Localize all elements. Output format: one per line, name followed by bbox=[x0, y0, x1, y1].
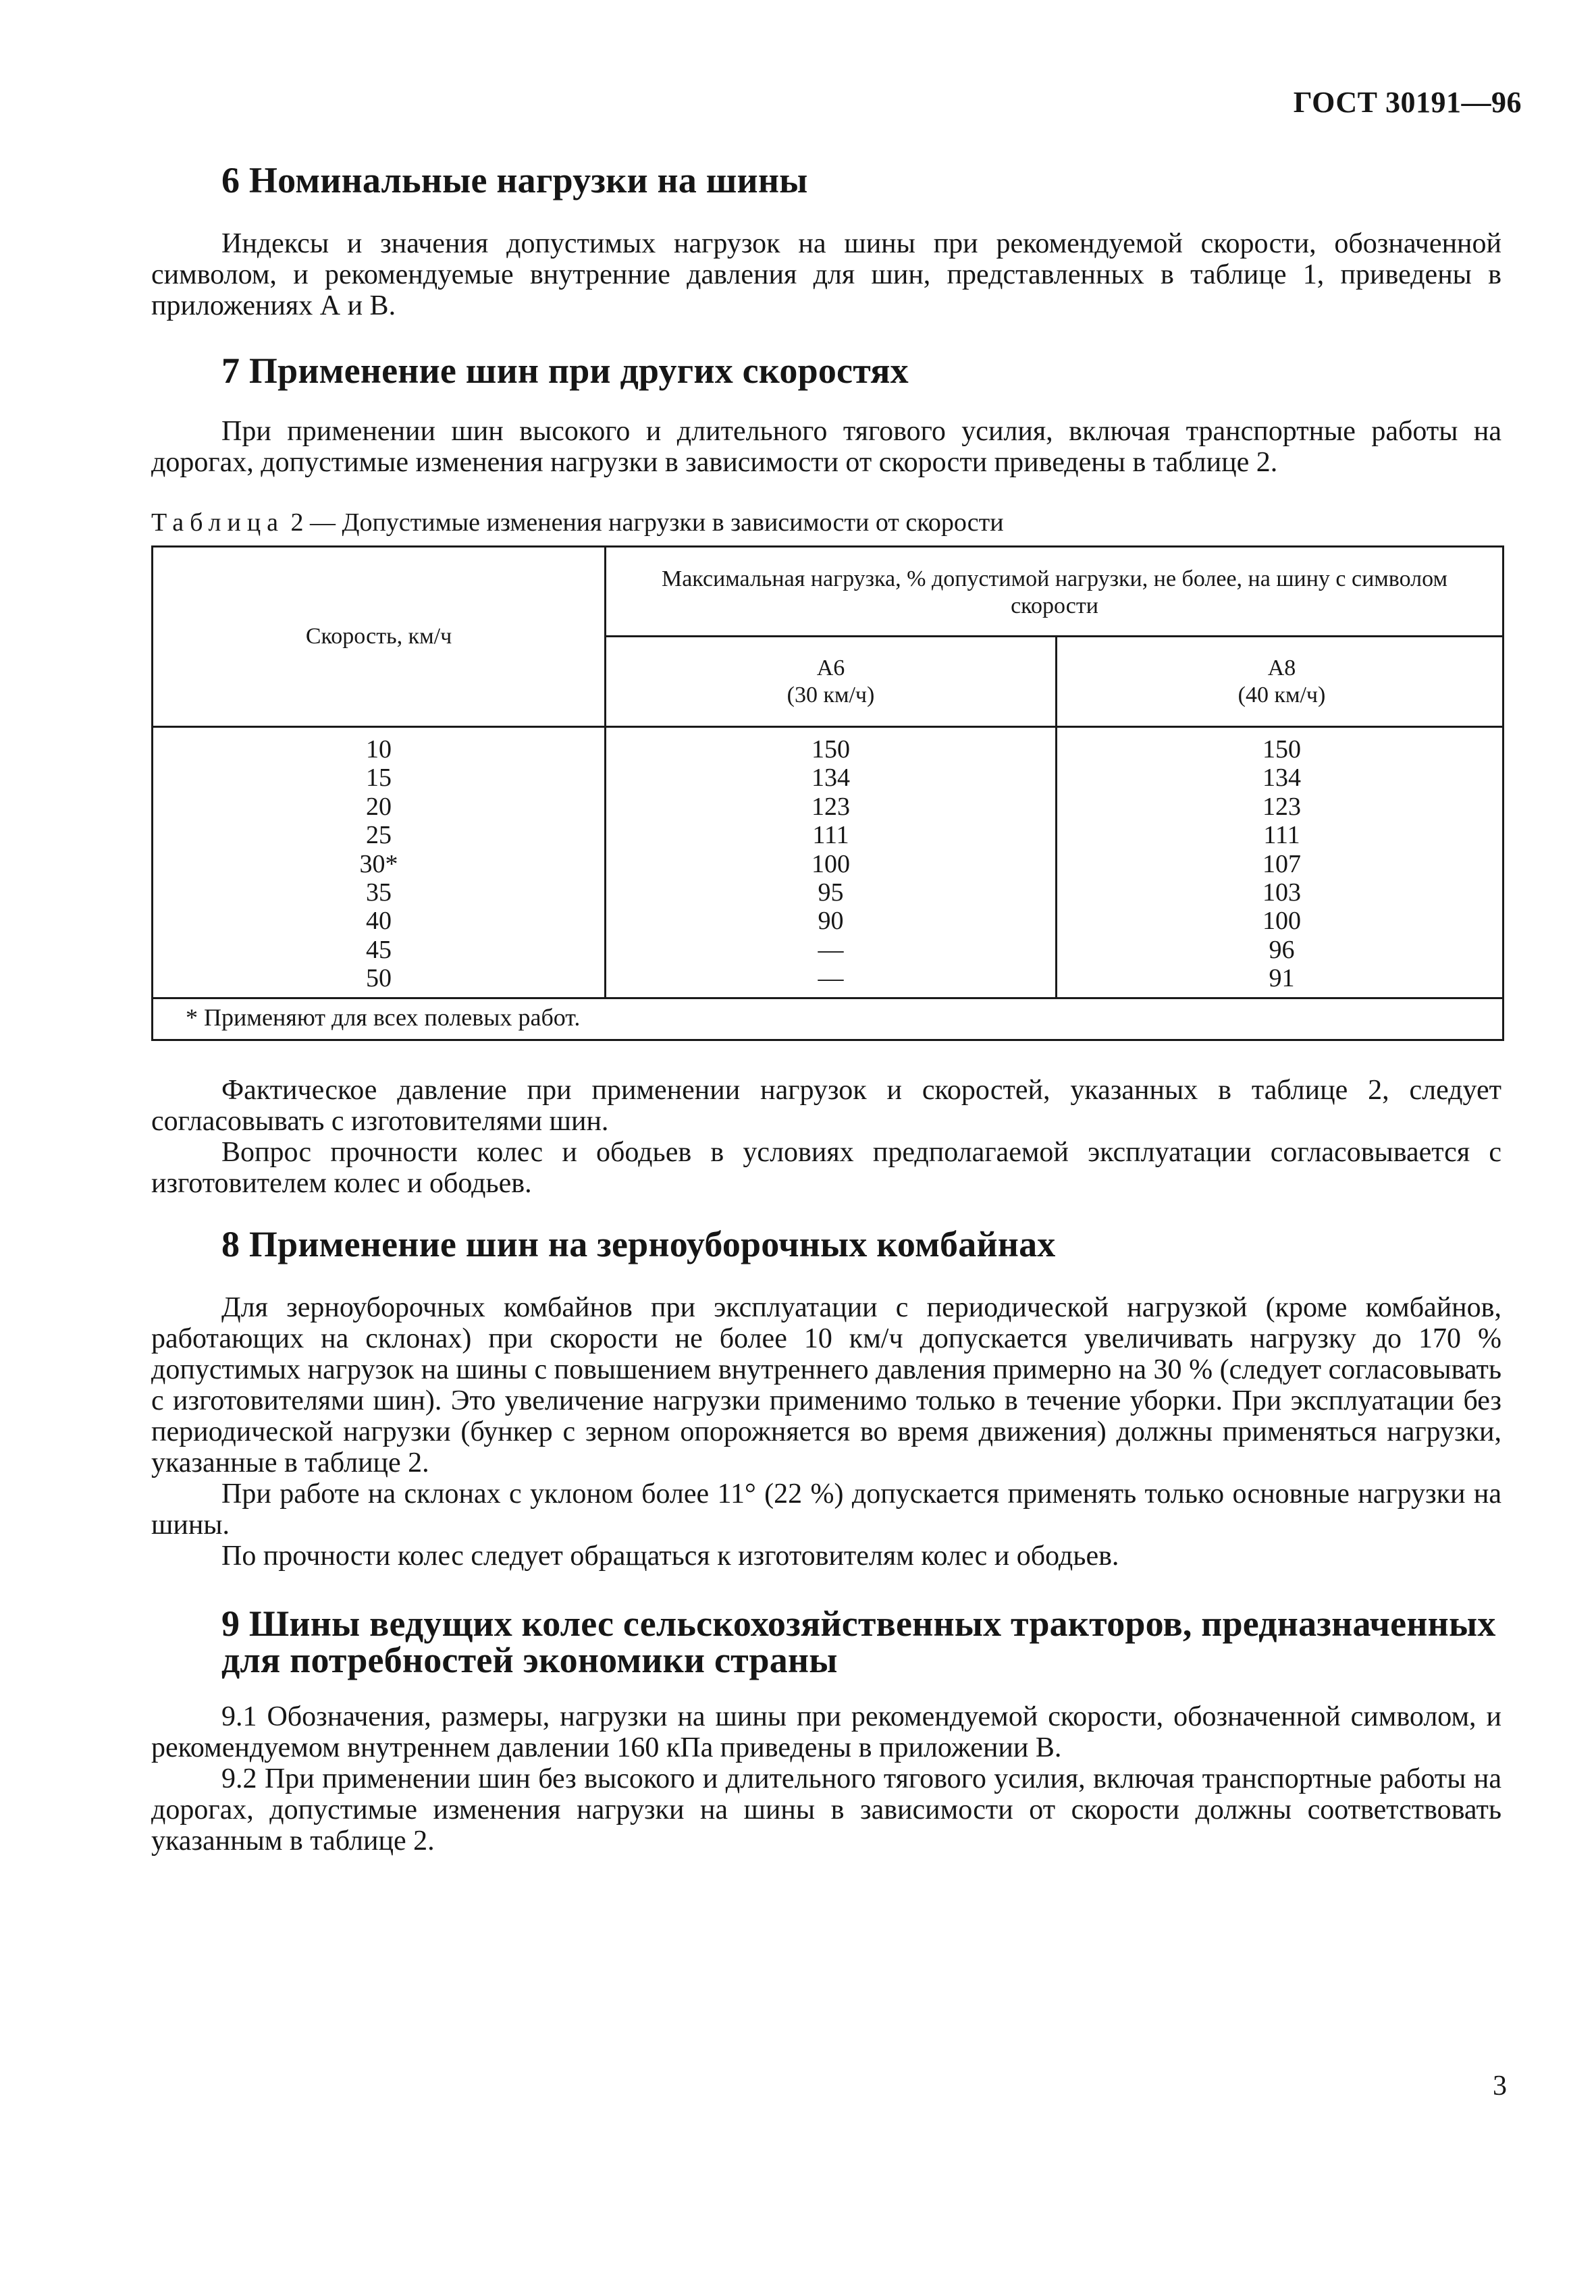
table-cell: 96 bbox=[1269, 935, 1295, 964]
table-cell: 35 bbox=[366, 878, 392, 907]
section-9-heading bbox=[221, 1605, 1496, 1678]
document-code: ГОСТ 30191—96 bbox=[1293, 86, 1522, 119]
section-8-paragraph-1: Для зерноуборочных комбайнов при эксплуатации с периодической нагрузкой (кроме комбайнов, работающих на склонах) при скорости не более 10 км/ч допускается увеличивать нагрузку до 170 % допустимых нагрузок на шины с повышением внутреннего давления примерно на 30 % (следует согласовывать с изготовителями шин). Это увеличение нагрузки применимо только в течение уборки. При эксплуатации без периодической нагрузки (бункер с зерном опорожняется во время движения) должны применяться нагрузки, указанные в таблице 2. bbox=[151, 1292, 1501, 1478]
section-9-paragraph-2: 9.2 При применении шин без высокого и длительного тягового усилия, включая транспортные работы на дорогах, допустимые изменения нагрузки на шины в зависимости от скорости должны соответствовать указанным в таблице 2. bbox=[151, 1763, 1501, 1857]
section-7-paragraph-1: При применении шин высокого и длительного тягового усилия, включая транспортные работы на дорогах, допустимые изменения нагрузки в зависимости от скорости приведены в таблице 2. bbox=[151, 416, 1501, 478]
section-7-paragraph-3: Вопрос прочности колес и ободьев в условиях предполагаемой эксплуатации согласовывается с изготовителем колес и ободьев. bbox=[151, 1137, 1501, 1199]
section-9-paragraph-1: 9.1 Обозначения, размеры, нагрузки на шины при рекомендуемой скорости, обозначенной символом, и рекомендуемом внутреннем давлении 160 кПа приведены в приложении В. bbox=[151, 1701, 1501, 1763]
table-footnote: * Применяют для всех полевых работ. bbox=[186, 1004, 581, 1031]
table-cell: 150 bbox=[812, 735, 850, 764]
table-rule bbox=[153, 997, 1502, 999]
table-2 bbox=[151, 545, 1504, 1041]
table-cell: 45 bbox=[366, 935, 392, 964]
table-cell: 20 bbox=[366, 792, 392, 821]
table-cell: 107 bbox=[1262, 849, 1301, 878]
header-a6-symbol: А6 bbox=[816, 655, 845, 680]
column-a8 bbox=[1057, 735, 1506, 993]
table-cell: 25 bbox=[366, 821, 392, 850]
section-7-heading: 7 Применение шин при других скоростях bbox=[221, 350, 909, 391]
column-a6 bbox=[606, 735, 1055, 993]
table-cell: 111 bbox=[1263, 821, 1300, 850]
section-8-paragraph-2: При работе на склонах с уклоном более 11° (22 %) допускается применять только основные нагрузки на шины. bbox=[151, 1478, 1501, 1541]
column-speed bbox=[153, 735, 604, 993]
table-cell: 150 bbox=[1262, 735, 1301, 764]
section-7-paragraph-2: Фактическое давление при применении нагрузок и скоростей, указанных в таблице 2, следует согласовывать с изготовителями шин. bbox=[151, 1075, 1501, 1137]
section-6-heading: 6 Номинальные нагрузки на шины bbox=[221, 160, 808, 201]
table-cell: 91 bbox=[1269, 964, 1295, 993]
table-caption-word: Таблица bbox=[151, 508, 285, 537]
table-2-caption bbox=[151, 508, 1004, 537]
header-max-load: Максимальная нагрузка, % допустимой нагрузки, не более, на шину с символом скорости bbox=[661, 566, 1447, 618]
header-a8-symbol: А8 bbox=[1267, 655, 1296, 680]
table-cell: — bbox=[818, 935, 844, 964]
table-cell: 111 bbox=[812, 821, 849, 850]
table-cell: 50 bbox=[366, 964, 392, 993]
table-cell: 134 bbox=[1262, 764, 1301, 793]
table-cell: 134 bbox=[812, 764, 850, 793]
table-cell: 103 bbox=[1262, 878, 1301, 907]
table-rule bbox=[153, 726, 1502, 728]
section-9-heading-line-1: 9 Шины ведущих колес сельскохозяйственных тракторов, предназначенных bbox=[221, 1603, 1496, 1644]
table-cell: 100 bbox=[1262, 907, 1301, 936]
table-cell: — bbox=[818, 964, 844, 993]
section-8-paragraph-3: По прочности колес следует обращаться к изготовителям колес и ободьев. bbox=[221, 1541, 1119, 1572]
table-cell: 10 bbox=[366, 735, 392, 764]
table-caption-text: 2 — Допустимые изменения нагрузки в зависимости от скорости bbox=[284, 508, 1004, 537]
header-speed: Скорость, км/ч bbox=[305, 624, 452, 649]
table-cell: 100 bbox=[812, 849, 850, 878]
table-cell: 123 bbox=[1262, 792, 1301, 821]
table-cell: 15 bbox=[366, 764, 392, 793]
section-9-heading-line-2: для потребностей экономики страны bbox=[221, 1640, 838, 1680]
header-a8-speed: (40 км/ч) bbox=[1238, 682, 1326, 708]
header-a6-speed: (30 км/ч) bbox=[787, 682, 875, 708]
table-cell: 30* bbox=[359, 849, 398, 878]
table-cell: 123 bbox=[812, 792, 850, 821]
section-8-heading: 8 Применение шин на зерноуборочных комбайнах bbox=[221, 1224, 1056, 1264]
table-cell: 40 bbox=[366, 907, 392, 936]
header-a6 bbox=[606, 637, 1055, 726]
page-number: 3 bbox=[1493, 2071, 1507, 2102]
header-a8 bbox=[1057, 637, 1506, 726]
table-cell: 90 bbox=[818, 907, 844, 936]
section-6-paragraph: Индексы и значения допустимых нагрузок на шины при рекомендуемой скорости, обозначенной символом, и рекомендуемые внутренние давления для шин, представленных в таблице 1, приведены в приложениях А и В. bbox=[151, 228, 1501, 321]
table-cell: 95 bbox=[818, 878, 844, 907]
